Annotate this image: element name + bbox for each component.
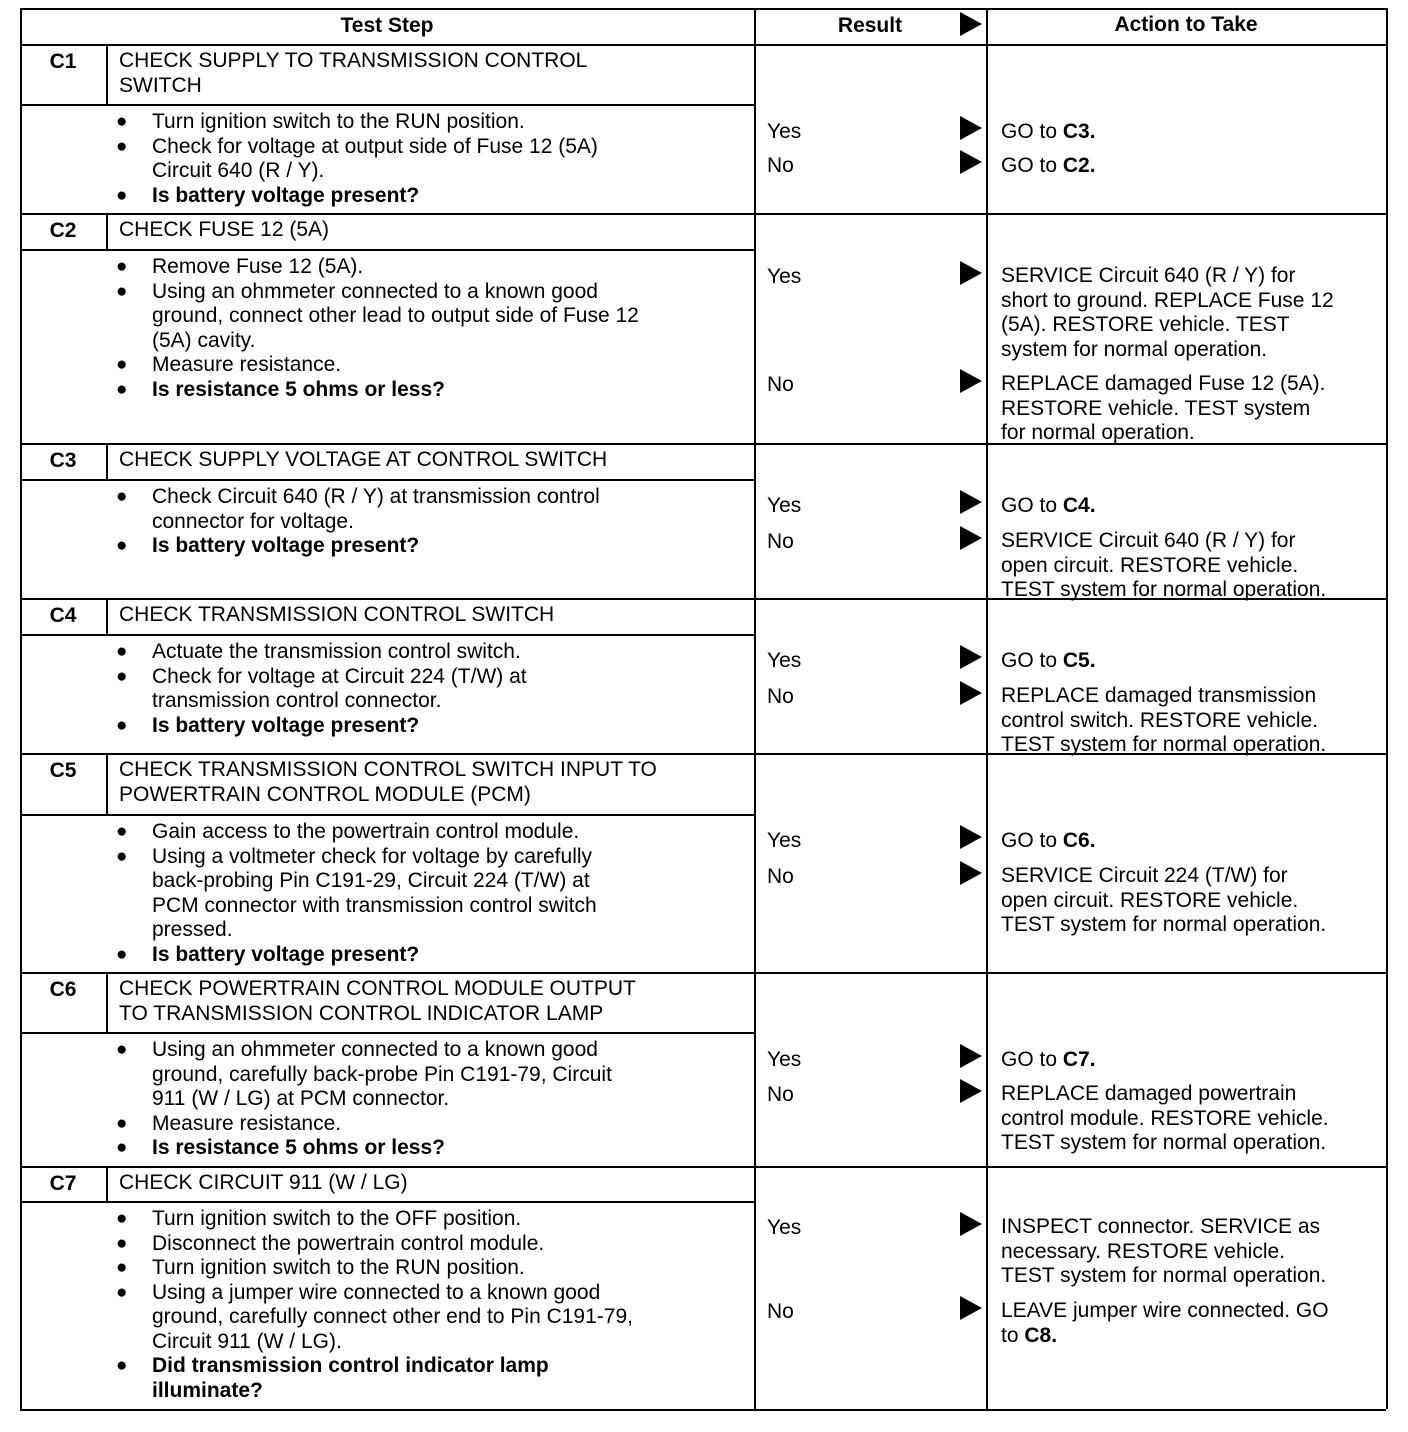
instruction-line: PCM connector with transmission control switch	[152, 893, 597, 917]
arrow-right-icon	[960, 526, 982, 550]
instruction-item	[116, 1038, 612, 1112]
result-yes: Yes	[767, 829, 802, 852]
instruction-item	[116, 1136, 612, 1161]
step-title-divider	[20, 479, 754, 481]
action-line: GO to C6.	[1001, 829, 1096, 852]
action-line: REPLACE damaged powertrain	[1001, 1082, 1297, 1105]
action-to-take	[1001, 264, 1334, 362]
result-yes: Yes	[767, 120, 802, 143]
action-to-take	[1001, 372, 1326, 446]
diagnostic-test-table	[20, 8, 1386, 1409]
step-title	[119, 448, 607, 473]
arrow-right-icon	[960, 150, 982, 174]
action-to-take	[1001, 529, 1326, 603]
arrow-right-icon	[960, 490, 982, 514]
arrow-right-icon	[960, 116, 982, 140]
arrow-right-icon	[960, 1079, 982, 1103]
arrow-right-icon	[960, 369, 982, 393]
action-line: REPLACE damaged transmission	[1001, 684, 1317, 707]
step-title-line: CHECK FUSE 12 (5A)	[119, 218, 330, 241]
action-to-take	[1001, 864, 1326, 938]
step-separator	[20, 753, 1386, 755]
instruction-item	[116, 665, 527, 714]
arrow-right-icon	[960, 261, 982, 285]
action-line: TEST system for normal operation.	[1001, 578, 1327, 601]
action-line: SERVICE Circuit 640 (R / Y) for	[1001, 529, 1296, 552]
instruction-item	[116, 1354, 633, 1403]
instruction-line: (5A) cavity.	[152, 328, 256, 352]
step-instructions	[116, 255, 639, 402]
step-instructions	[116, 640, 527, 738]
action-line: LEAVE jumper wire connected. GO	[1001, 1299, 1329, 1322]
instruction-line: ● Using a jumper wire connected to a known good	[152, 1280, 601, 1304]
arrow-right-icon	[960, 12, 982, 36]
instruction-item	[116, 820, 597, 845]
step-instructions	[116, 1038, 612, 1161]
result-no: No	[767, 1300, 794, 1323]
instruction-line: ● Actuate the transmission control switch.	[152, 640, 521, 663]
instruction-line: back-probing Pin C191-29, Circuit 224 (T/W) at	[152, 869, 590, 892]
action-to-take	[1001, 684, 1326, 758]
table-bottom-border	[20, 1409, 1386, 1411]
action-line: GO to C4.	[1001, 494, 1096, 517]
action-line: short to ground. REPLACE Fuse 12	[1001, 288, 1334, 312]
instruction-line: Circuit 640 (R / Y).	[152, 159, 325, 182]
action-line: TEST system for normal operation.	[1001, 733, 1327, 756]
step-id-divider	[106, 753, 108, 814]
instruction-item	[116, 353, 639, 378]
instruction-line: ● Turn ignition switch to the OFF position.	[152, 1207, 522, 1230]
step-title-line: CHECK CIRCUIT 911 (W / LG)	[119, 1171, 408, 1194]
result-no: No	[767, 530, 794, 553]
instruction-item	[116, 640, 527, 665]
instruction-line: connector for voltage.	[152, 509, 354, 533]
instruction-item	[116, 1281, 633, 1355]
instruction-item	[116, 110, 598, 135]
step-title-line: TO TRANSMISSION CONTROL INDICATOR LAMP	[119, 1001, 604, 1025]
step-id-divider	[106, 213, 108, 249]
instruction-line: ● Is resistance 5 ohms or less?	[152, 377, 445, 401]
instruction-item	[116, 714, 527, 739]
action-line: REPLACE damaged Fuse 12 (5A).	[1001, 372, 1326, 395]
action-line: open circuit. RESTORE vehicle.	[1001, 888, 1299, 912]
step-id: C3	[49, 449, 77, 472]
instruction-line: ● Is battery voltage present?	[152, 534, 420, 557]
step-title-line: SWITCH	[119, 73, 202, 97]
instruction-item	[116, 1232, 633, 1257]
step-id-divider	[106, 598, 108, 634]
action-line: GO to C7.	[1001, 1048, 1096, 1071]
instruction-line: ● Check for voltage at output side of Fuse 12 (5A)	[152, 134, 598, 158]
instruction-item	[116, 943, 597, 968]
step-separator	[20, 213, 1386, 215]
instruction-line: 911 (W / LG) at PCM connector.	[152, 1087, 450, 1110]
instruction-line: ● Did transmission control indicator lamp	[152, 1354, 549, 1377]
step-separator	[20, 972, 1386, 974]
step-instructions	[116, 485, 600, 559]
arrow-right-icon	[960, 825, 982, 849]
step-id-divider	[106, 443, 108, 479]
instruction-line: ● Is resistance 5 ohms or less?	[152, 1136, 445, 1159]
step-id: C7	[49, 1172, 77, 1195]
step-title-divider	[20, 1032, 754, 1034]
step-title	[119, 49, 587, 98]
instruction-line: ground, connect other lead to output side of Fuse 12	[152, 304, 639, 327]
step-id: C1	[49, 50, 77, 73]
action-to-take	[1001, 120, 1096, 145]
result-yes: Yes	[767, 649, 802, 672]
action-line: to C8.	[1001, 1323, 1058, 1347]
arrow-right-icon	[960, 681, 982, 705]
action-line: (5A). RESTORE vehicle. TEST	[1001, 313, 1290, 336]
action-line: SERVICE Circuit 640 (R / Y) for	[1001, 264, 1296, 287]
arrow-right-icon	[960, 1296, 982, 1320]
step-result-divider	[754, 8, 756, 1409]
instruction-item	[116, 184, 598, 209]
step-title-line: CHECK POWERTRAIN CONTROL MODULE OUTPUT	[119, 977, 636, 1000]
action-line: necessary. RESTORE vehicle.	[1001, 1239, 1285, 1263]
result-yes: Yes	[767, 265, 802, 288]
instruction-line: Circuit 911 (W / LG).	[152, 1329, 342, 1353]
instruction-line: illuminate?	[152, 1378, 263, 1402]
step-title-divider	[20, 1201, 754, 1203]
header-action-to-take: Action to Take	[1114, 13, 1258, 36]
instruction-line: ground, carefully connect other end to Pin C191-79,	[152, 1305, 633, 1328]
step-title-divider	[20, 249, 754, 251]
step-title	[119, 977, 636, 1026]
instruction-line: ● Check Circuit 640 (R / Y) at transmission control	[152, 485, 600, 508]
action-line: for normal operation.	[1001, 421, 1195, 444]
instruction-line: ● Using a voltmeter check for voltage by carefully	[152, 844, 593, 868]
step-id: C4	[49, 604, 77, 627]
step-id-divider	[106, 44, 108, 104]
action-to-take	[1001, 154, 1096, 179]
action-to-take	[1001, 649, 1096, 674]
instruction-line: ● Is battery voltage present?	[152, 713, 420, 737]
instruction-line: ● Turn ignition switch to the RUN position.	[152, 1256, 525, 1279]
action-line: RESTORE vehicle. TEST system	[1001, 396, 1311, 420]
header-result: Result	[837, 14, 903, 37]
step-instructions	[116, 1207, 633, 1403]
step-title-line: POWERTRAIN CONTROL MODULE (PCM)	[119, 782, 531, 806]
instruction-item	[116, 534, 600, 559]
instruction-item	[116, 1207, 633, 1232]
action-to-take	[1001, 829, 1096, 854]
instruction-line: ● Gain access to the powertrain control module.	[152, 820, 580, 843]
arrow-right-icon	[960, 645, 982, 669]
table-top-border	[20, 8, 1386, 10]
result-yes: Yes	[767, 1216, 802, 1239]
action-line: GO to C3.	[1001, 120, 1096, 143]
instruction-item	[116, 280, 639, 354]
result-no: No	[767, 373, 794, 396]
step-title	[119, 218, 329, 243]
instruction-line: ● Is battery voltage present?	[152, 942, 420, 966]
action-line: GO to C5.	[1001, 649, 1096, 672]
action-line: TEST system for normal operation.	[1001, 1264, 1327, 1287]
action-line: open circuit. RESTORE vehicle.	[1001, 553, 1299, 577]
result-action-divider	[986, 8, 988, 1409]
arrow-right-icon	[960, 861, 982, 885]
action-line: control switch. RESTORE vehicle.	[1001, 708, 1319, 732]
result-yes: Yes	[767, 494, 802, 517]
step-title	[119, 1171, 408, 1196]
arrow-right-icon	[960, 1044, 982, 1068]
action-line: system for normal operation.	[1001, 337, 1268, 361]
result-yes: Yes	[767, 1048, 802, 1071]
instruction-line: ● Using an ohmmeter connected to a known good	[152, 1038, 598, 1061]
step-separator	[20, 1166, 1386, 1168]
result-no: No	[767, 154, 794, 177]
action-to-take	[1001, 1215, 1326, 1289]
step-separator	[20, 598, 1386, 600]
step-separator	[20, 443, 1386, 445]
action-to-take	[1001, 494, 1096, 519]
step-title	[119, 758, 657, 807]
action-to-take	[1001, 1299, 1329, 1348]
step-instructions	[116, 820, 597, 967]
instruction-item	[116, 1112, 612, 1137]
instruction-line: ● Using an ohmmeter connected to a known good	[152, 279, 598, 303]
instruction-line: ● Is battery voltage present?	[152, 183, 420, 207]
step-id: C6	[49, 978, 77, 1001]
table-right-border	[1386, 8, 1388, 1409]
step-title-line: CHECK TRANSMISSION CONTROL SWITCH INPUT TO	[119, 758, 657, 781]
arrow-right-icon	[960, 1212, 982, 1236]
instruction-line: ● Remove Fuse 12 (5A).	[152, 255, 364, 278]
instruction-line: transmission control connector.	[152, 689, 442, 712]
instruction-item	[116, 255, 639, 280]
step-title	[119, 603, 554, 628]
step-separator	[20, 44, 1386, 46]
instruction-item	[116, 135, 598, 184]
action-line: GO to C2.	[1001, 154, 1096, 177]
instruction-line: ground, carefully back-probe Pin C191-79, Circuit	[152, 1062, 612, 1086]
action-line: SERVICE Circuit 224 (T/W) for	[1001, 864, 1288, 887]
action-to-take	[1001, 1048, 1096, 1073]
instruction-line: ● Disconnect the powertrain control module.	[152, 1231, 545, 1255]
instruction-item	[116, 1256, 633, 1281]
step-id: C5	[49, 759, 77, 782]
action-line: TEST system for normal operation.	[1001, 913, 1327, 936]
step-title-line: CHECK TRANSMISSION CONTROL SWITCH	[119, 603, 555, 626]
step-title-divider	[20, 634, 754, 636]
step-instructions	[116, 110, 598, 208]
step-title-line: CHECK SUPPLY VOLTAGE AT CONTROL SWITCH	[119, 448, 608, 471]
instruction-item	[116, 845, 597, 943]
result-no: No	[767, 1083, 794, 1106]
instruction-item	[116, 485, 600, 534]
step-title-line: CHECK SUPPLY TO TRANSMISSION CONTROL	[119, 49, 588, 72]
instruction-line: ● Turn ignition switch to the RUN position.	[152, 110, 525, 133]
step-id-divider	[106, 1166, 108, 1201]
instruction-line: pressed.	[152, 918, 233, 941]
instruction-line: ● Measure resistance.	[152, 353, 342, 376]
action-line: control module. RESTORE vehicle.	[1001, 1106, 1329, 1130]
action-to-take	[1001, 1082, 1329, 1156]
header-test-step: Test Step	[340, 14, 434, 37]
action-line: INSPECT connector. SERVICE as	[1001, 1215, 1321, 1238]
step-title-divider	[20, 104, 754, 106]
instruction-line: ● Check for voltage at Circuit 224 (T/W) at	[152, 664, 527, 688]
result-no: No	[767, 685, 794, 708]
step-title-divider	[20, 814, 754, 816]
action-line: TEST system for normal operation.	[1001, 1131, 1327, 1154]
step-id-divider	[106, 972, 108, 1032]
step-id: C2	[49, 219, 77, 242]
instruction-item	[116, 378, 639, 403]
result-no: No	[767, 865, 794, 888]
instruction-line: ● Measure resistance.	[152, 1111, 342, 1135]
